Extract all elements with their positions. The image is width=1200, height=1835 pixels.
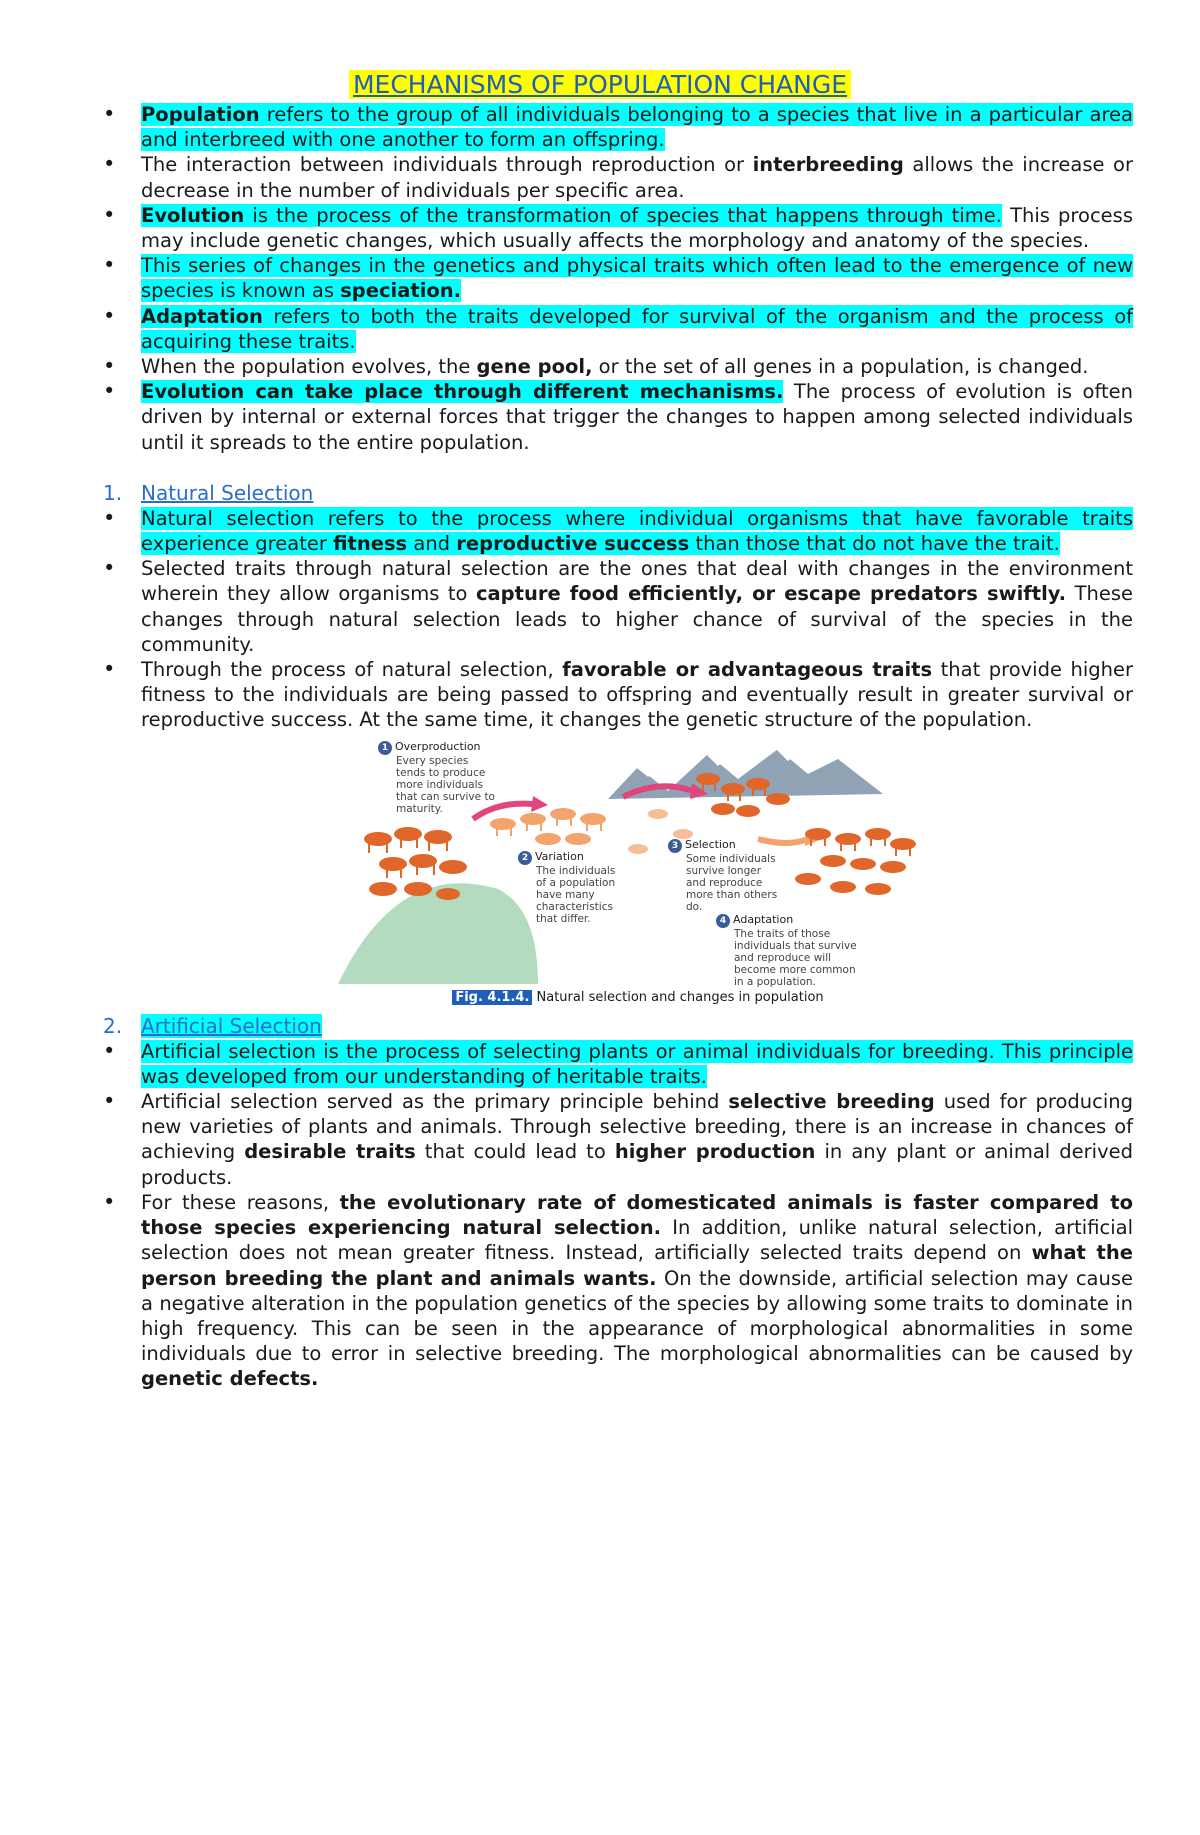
- bullet-adaptation: • Adaptation refers to both the traits developed for survival of the organism and the process of acquiring these traits.: [103, 304, 1133, 354]
- arrow-1-head: [531, 796, 548, 812]
- hill-shape: [338, 883, 538, 984]
- step-selection: 3 Selection Some individuals survive longer and reproduce more than others do.: [668, 839, 783, 913]
- bullet-evolution: • Evolution is the process of the transformation of species that happens through time. This process may include genetic changes, which usually affects the morphology and anatomy of the species.: [103, 203, 1133, 253]
- page-title: [0, 68, 1200, 102]
- bullet-favorable-traits: • Through the process of natural selection, favorable or advantageous traits that provide higher fitness to the individuals are being passed to offspring and eventually result in greater survival or reproductive success. At the same time, it changes the genetic structure of the population.: [103, 657, 1133, 733]
- figure-caption: Fig. 4.1.4. Natural selection and changes in population: [338, 985, 938, 1010]
- bullet-natural-selection-def: • Natural selection refers to the process where individual organisms that have favorable traits experience greater fitness and reproductive success than those that do not have the trait.: [103, 506, 1133, 556]
- bullet-interbreeding: • The interaction between individuals through reproduction or interbreeding allows the increase or decrease in the number of individuals per specific area.: [103, 152, 1133, 202]
- intro-section: [103, 102, 1133, 1392]
- bullet-gene-pool: • When the population evolves, the gene pool, or the set of all genes in a population, is changed.: [103, 354, 1133, 379]
- bullet-speciation: • This series of changes in the genetics and physical traits which often lead to the emergence of new species is known as speciation.: [103, 253, 1133, 303]
- bullet-evolutionary-rate: • For these reasons, the evolutionary rate of domesticated animals is faster compared to those species experiencing natural selection. In addition, unlike natural selection, artificial selection does not mean greater fitness. Instead, artificially selected traits depend on what the person breeding the plant and animals wants. On the downside, artificial selection may cause a negative alteration in the population genetics of the species by allowing some traits to dominate in high frequency. This can be seen in the appearance of morphological abnormalities in some individuals due to error in selective breeding. The morphological abnormalities can be caused by genetic defects.: [103, 1190, 1133, 1392]
- page-title-text: MECHANISMS OF POPULATION CHANGE: [349, 70, 851, 99]
- bullet-population: • Population refers to the group of all individuals belonging to a species that live in a particular area and interbreed with one another to form an offspring.: [103, 102, 1133, 152]
- deer-group-4: [795, 828, 916, 895]
- bullet-selective-breeding: • Artificial selection served as the primary principle behind selective breeding used for producing new varieties of plants and animals. Through selective breeding, there is an increase in chances of achieving desirable traits that could lead to higher production in any plant or animal derived products.: [103, 1089, 1133, 1190]
- step-variation: 2 Variation The individuals of a population have many characteristics that differ.: [518, 851, 628, 925]
- bullet-mechanisms: • Evolution can take place through different mechanisms. The process of evolution is often driven by internal or external forces that trigger the changes to happen among selected individuals until it spreads to the entire population.: [103, 379, 1133, 455]
- artificial-selection-heading: 2. Artificial Selection: [103, 1013, 322, 1038]
- natural-selection-heading: 1. Natural Selection: [103, 480, 314, 505]
- bullet-selected-traits: • Selected traits through natural selection are the ones that deal with changes in the environment wherein they allow organisms to capture food efficiently, or escape predators swiftly. These changes through natural selection leads to higher chance of survival of the species in the community.: [103, 556, 1133, 657]
- natural-selection-figure: [338, 739, 938, 1009]
- step-adaptation: 4 Adaptation The traits of those individuals that survive and reproduce will become more common in a population.: [716, 914, 866, 988]
- deer-group-1: [364, 827, 467, 900]
- step-overproduction: 1 Overproduction Every species tends to produce more individuals that can survive to maturity.: [378, 741, 498, 815]
- bullet-artificial-selection-def: • Artificial selection is the process of selecting plants or animal individuals for breeding. This principle was developed from our understanding of heritable traits.: [103, 1039, 1133, 1089]
- deer-group-2: [490, 808, 606, 845]
